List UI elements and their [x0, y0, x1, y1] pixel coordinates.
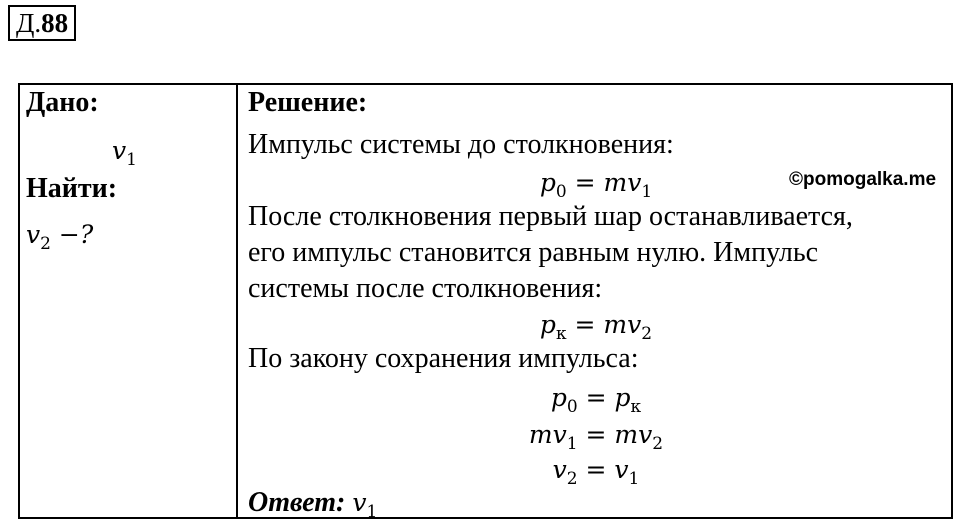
task-prefix: Д.: [16, 8, 42, 38]
solution-line-2: После столкновения первый шар останавливается,: [248, 201, 853, 232]
given-v1: $v_1$: [112, 136, 137, 170]
solution-line-3: его импульс становится равным нулю. Импульс: [248, 237, 819, 268]
answer-value: $v_1$: [352, 488, 378, 522]
watermark: ©pomogalka.me: [789, 169, 937, 190]
solution-line-1: Импульс системы до столкновения:: [248, 129, 674, 160]
equation-momentum: $mv_1 = mv_2$: [528, 420, 664, 454]
task-number: 88: [41, 8, 69, 38]
equation-p0: $p_0 = mv_1$: [539, 168, 653, 202]
given-heading: Дано:: [26, 87, 99, 118]
equation-pk: $p_к = mv_2$: [539, 310, 653, 344]
answer: [248, 486, 377, 520]
equation-conservation: $p_0 = p_к$: [550, 383, 642, 417]
solution-line-4: системы после столкновения:: [248, 273, 603, 304]
column-divider: [236, 83, 238, 519]
solution-line-5: По закону сохранения импульса:: [248, 343, 639, 374]
answer-label: Ответ:: [248, 487, 346, 518]
find-heading: Найти:: [26, 173, 118, 204]
solution-heading: Решение:: [248, 87, 368, 118]
equation-result: $v_2 = v_1$: [552, 455, 640, 489]
find-v2: $v_2$ −?: [26, 220, 94, 254]
task-number-label: [8, 5, 76, 41]
